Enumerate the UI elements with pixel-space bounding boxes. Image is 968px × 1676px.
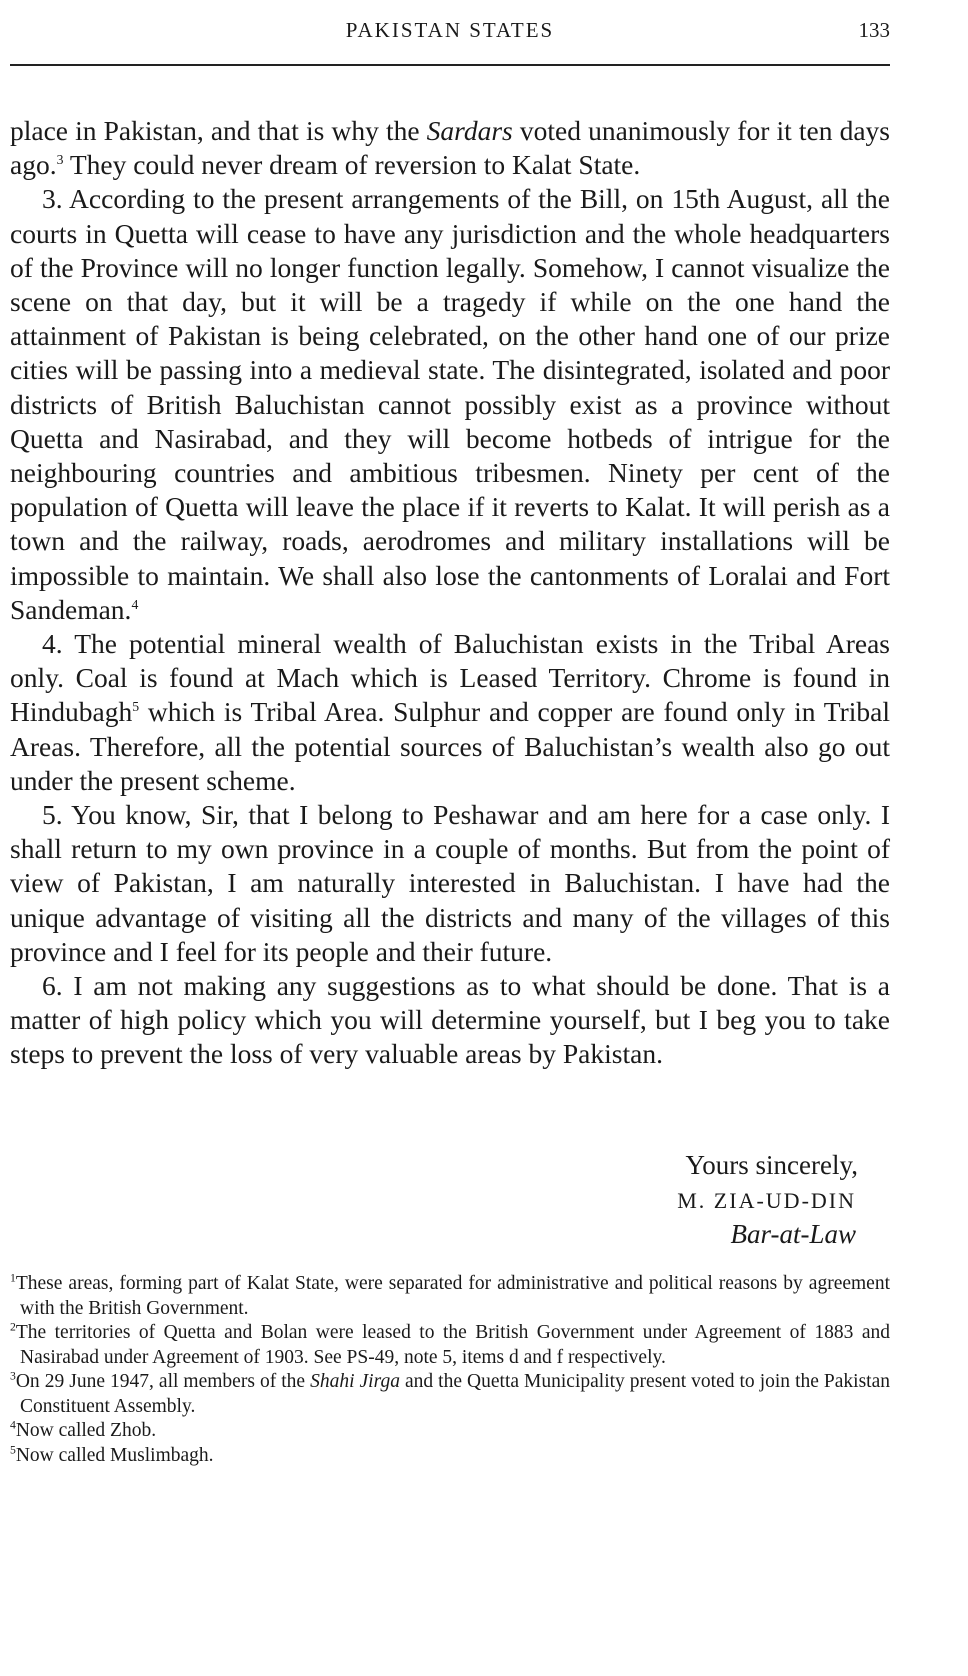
footnote [10, 1419, 890, 1444]
text-run: 4. The potential mineral wealth of Baluchistan exists in the Tribal Areas only. Coal is found at Mach which is Leased Territory. Chrome is found in Hindubagh [10, 628, 890, 728]
footnote-ref: 5 [132, 699, 140, 715]
footnote-text: and the Quetta Municipality present voted to join the Pakistan Constituent Assembly. [20, 1371, 890, 1417]
signature-title: Bar-at-Law [730, 1219, 856, 1249]
signature-closing: Yours sincerely, [685, 1150, 858, 1180]
text-run: place in Pakistan, and that is why the [10, 115, 427, 146]
footnote-ref: 3 [56, 152, 64, 168]
footnote-text: The territories of Quetta and Bolan were leased to the British Government under Agreement of 1883 and Nasirabad under Agreement of 1903. See PS-49, note 5, items d and f respectively. [15, 1322, 890, 1368]
paragraph-4 [10, 627, 890, 798]
italic-term: Shahi Jirga [310, 1371, 400, 1392]
paragraph-continued [10, 114, 890, 182]
letter-body [10, 114, 890, 1072]
running-head: PAKISTAN STATES [345, 18, 555, 42]
footnote [10, 1272, 890, 1321]
text-run: voted unanimously for it ten days ago. [10, 115, 891, 181]
footnote [10, 1321, 890, 1370]
footnote-text: Now called Muslimbagh. [15, 1444, 214, 1466]
text-run: 3. According to the present arrangements of the Bill, on 15th August, all the courts in Quetta will cease to have any jurisdiction and the whole headquarters of the Province will no longer function legally. Somehow, I cannot visualize the scene on that day, but it will be a tragedy if while on the one hand the attainment of Pakistan is being celebrated, on the other hand one of our prize cities will be passing into a medieval state. The disintegrated, isolated and poor districts of British Baluchistan cannot possibly exist as a province without Quetta and Nasirabad, and they will become hotbeds of intrigue for the neighbouring countries and ambitious tribesmen. Ninety per cent of the population of Quetta will leave the place if it reverts to Kalat. It will perish as a town and the railway, roads, aerodromes and military installations will be impossible to maintain. We shall also lose the cantonments of Loralai and Fort Sandeman. [10, 183, 890, 625]
text-run: which is Tribal Area. Sulphur and copper are found only in Tribal Areas. Therefore, all the potential sources of Baluchistan’s wealth also go out under the present scheme. [10, 696, 890, 796]
footnote-text: On 29 June 1947, all members of the [15, 1371, 311, 1392]
footnote-text: These areas, forming part of Kalat State, were separated for administrative and political reasons by agreement with the British Government. [15, 1273, 890, 1319]
footnote [10, 1444, 890, 1469]
footnote-mark: 3 [10, 1369, 16, 1383]
page-number: 133 [858, 18, 890, 42]
footnote-mark: 5 [10, 1443, 16, 1456]
paragraph-6: 6. I am not making any suggestions as to what should be done. That is a matter of high policy which you will determine yourself, but I beg you to take steps to prevent the loss of very valuable areas by Pakistan. [10, 970, 890, 1070]
footnote-ref: 4 [131, 596, 139, 612]
signature-name: M. ZIA-UD-DIN [677, 1188, 856, 1213]
paragraph-3 [10, 182, 890, 627]
page-header [10, 6, 890, 66]
footnote-text: Now called Zhob. [15, 1420, 157, 1441]
footnote-mark: 2 [10, 1320, 16, 1334]
paragraph-5: 5. You know, Sir, that I belong to Peshawar and am here for a case only. I shall return to my own province in a couple of months. But from the point of view of Pakistan, I am naturally interested in Baluchistan. I have had the unique advantage of visiting all the districts and many of the villages of this province and I feel for its people and their future. [10, 799, 890, 967]
footnote-mark: 4 [10, 1418, 16, 1432]
footnote-mark: 1 [10, 1271, 16, 1285]
text-run: They could never dream of reversion to Kalat State. [63, 149, 641, 181]
italic-term: Sardars [426, 115, 513, 146]
footnote [10, 1370, 890, 1419]
footnotes [10, 1272, 890, 1468]
